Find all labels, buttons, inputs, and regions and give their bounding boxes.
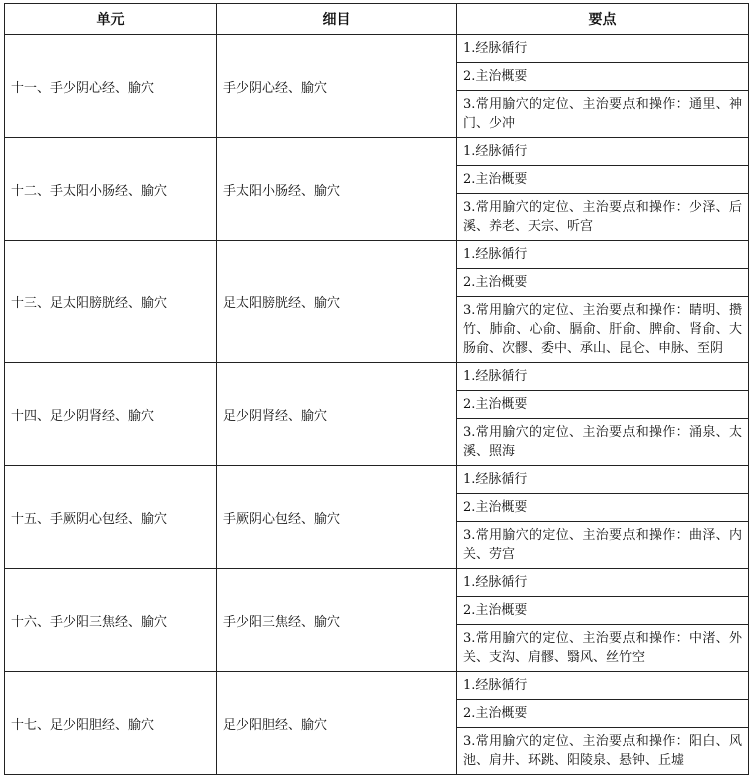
point-cell: 3.常用腧穴的定位、主治要点和操作：睛明、攒竹、肺俞、心俞、膈俞、肝俞、脾俞、肾俞、大肠俞、次髎、委中、承山、昆仑、申脉、至阴 bbox=[457, 297, 749, 363]
table-row bbox=[5, 466, 749, 494]
unit-cell: 十六、手少阳三焦经、腧穴 bbox=[5, 569, 217, 672]
point-cell: 1.经脉循行 bbox=[457, 35, 749, 63]
detail-cell: 足少阴肾经、腧穴 bbox=[217, 363, 457, 466]
table-row bbox=[5, 363, 749, 391]
point-cell: 3.常用腧穴的定位、主治要点和操作：通里、神门、少冲 bbox=[457, 91, 749, 138]
point-cell: 2.主治概要 bbox=[457, 269, 749, 297]
point-cell: 1.经脉循行 bbox=[457, 569, 749, 597]
detail-cell: 手太阳小肠经、腧穴 bbox=[217, 138, 457, 241]
unit-cell: 十三、足太阳膀胱经、腧穴 bbox=[5, 241, 217, 363]
point-cell: 1.经脉循行 bbox=[457, 672, 749, 700]
point-cell: 2.主治概要 bbox=[457, 494, 749, 522]
unit-cell: 十七、足少阳胆经、腧穴 bbox=[5, 672, 217, 775]
header-detail: 细目 bbox=[217, 4, 457, 35]
table-row bbox=[5, 241, 749, 269]
point-cell: 2.主治概要 bbox=[457, 700, 749, 728]
point-cell: 1.经脉循行 bbox=[457, 466, 749, 494]
unit-cell: 十五、手厥阴心包经、腧穴 bbox=[5, 466, 217, 569]
point-cell: 2.主治概要 bbox=[457, 166, 749, 194]
detail-cell: 手厥阴心包经、腧穴 bbox=[217, 466, 457, 569]
syllabus-table bbox=[4, 3, 749, 775]
point-cell: 3.常用腧穴的定位、主治要点和操作：曲泽、内关、劳宫 bbox=[457, 522, 749, 569]
point-cell: 3.常用腧穴的定位、主治要点和操作：阳白、风池、肩井、环跳、阳陵泉、悬钟、丘墟 bbox=[457, 728, 749, 775]
table-row bbox=[5, 672, 749, 700]
table-row bbox=[5, 138, 749, 166]
unit-cell: 十四、足少阴肾经、腧穴 bbox=[5, 363, 217, 466]
header-points: 要点 bbox=[457, 4, 749, 35]
detail-cell: 足太阳膀胱经、腧穴 bbox=[217, 241, 457, 363]
point-cell: 1.经脉循行 bbox=[457, 138, 749, 166]
table-row bbox=[5, 569, 749, 597]
point-cell: 1.经脉循行 bbox=[457, 363, 749, 391]
unit-cell: 十一、手少阴心经、腧穴 bbox=[5, 35, 217, 138]
point-cell: 2.主治概要 bbox=[457, 597, 749, 625]
header-unit: 单元 bbox=[5, 4, 217, 35]
point-cell: 1.经脉循行 bbox=[457, 241, 749, 269]
detail-cell: 手少阳三焦经、腧穴 bbox=[217, 569, 457, 672]
point-cell: 2.主治概要 bbox=[457, 63, 749, 91]
table-body bbox=[5, 35, 749, 775]
unit-cell: 十二、手太阳小肠经、腧穴 bbox=[5, 138, 217, 241]
point-cell: 2.主治概要 bbox=[457, 391, 749, 419]
detail-cell: 足少阳胆经、腧穴 bbox=[217, 672, 457, 775]
table-row bbox=[5, 35, 749, 63]
table-header-row bbox=[5, 4, 749, 35]
point-cell: 3.常用腧穴的定位、主治要点和操作：涌泉、太溪、照海 bbox=[457, 419, 749, 466]
detail-cell: 手少阴心经、腧穴 bbox=[217, 35, 457, 138]
point-cell: 3.常用腧穴的定位、主治要点和操作：中渚、外关、支沟、肩髎、翳风、丝竹空 bbox=[457, 625, 749, 672]
point-cell: 3.常用腧穴的定位、主治要点和操作：少泽、后溪、养老、天宗、听宫 bbox=[457, 194, 749, 241]
